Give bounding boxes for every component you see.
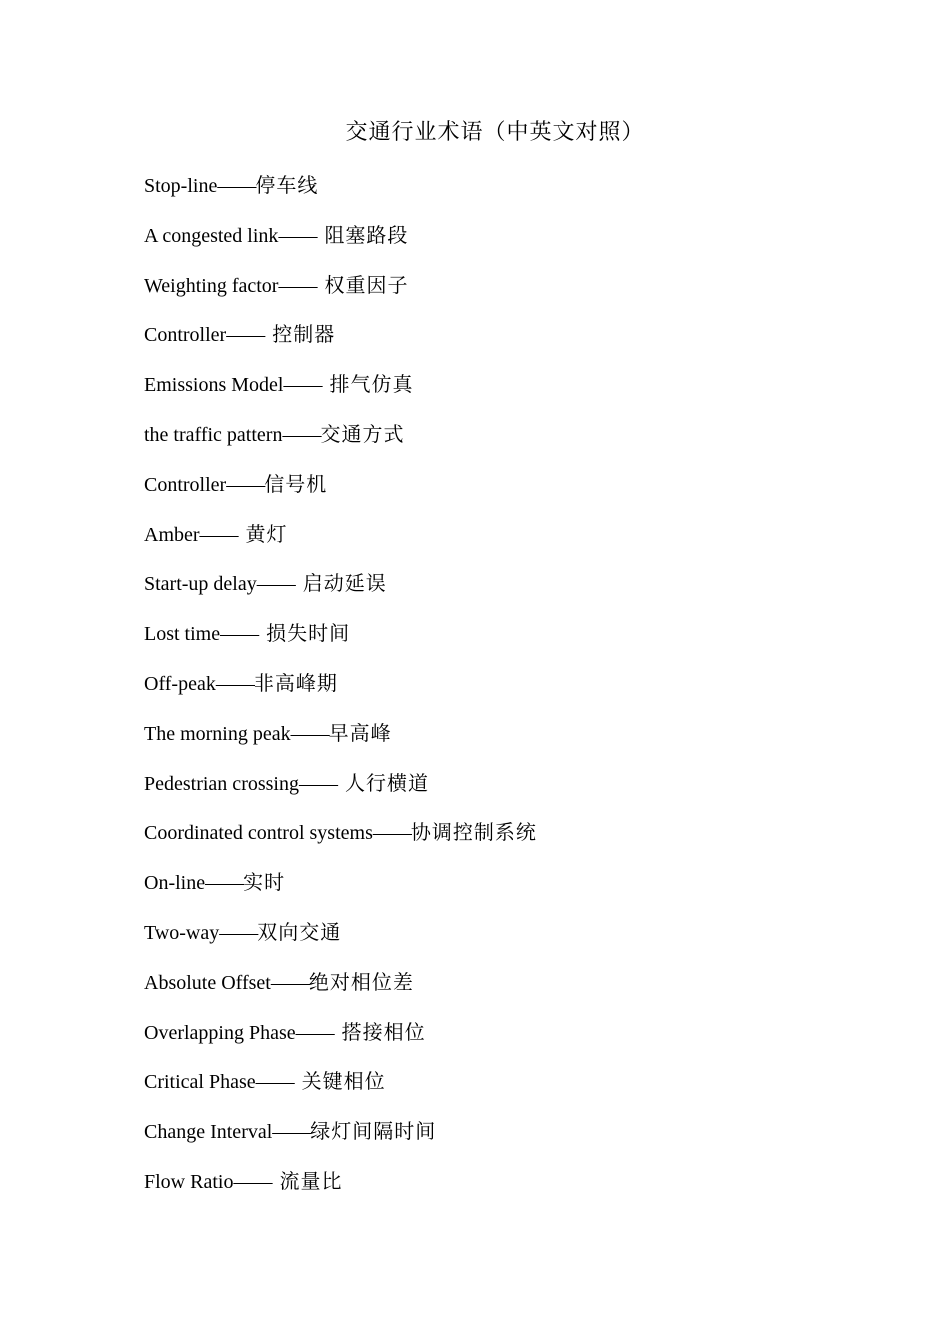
term-separator: —— — [226, 473, 265, 496]
term-english: Two-way — [144, 921, 220, 944]
term-chinese: 实时 — [243, 872, 286, 895]
term-item — [144, 867, 537, 917]
term-item — [144, 1066, 537, 1116]
term-separator: —— — [278, 274, 325, 297]
term-item — [144, 917, 537, 967]
term-english: Emissions Model — [144, 374, 284, 397]
term-english: Coordinated control systems — [144, 822, 373, 845]
term-item — [144, 270, 537, 320]
term-chinese: 绝对相位差 — [308, 971, 414, 994]
term-english: Lost time — [144, 623, 221, 646]
term-separator: —— — [199, 523, 246, 546]
term-item — [144, 817, 537, 867]
term-separator: —— — [270, 971, 309, 994]
term-item — [144, 469, 537, 519]
term-separator: —— — [256, 573, 303, 596]
term-chinese: 流量比 — [279, 1170, 343, 1193]
term-english: Off-peak — [144, 672, 216, 695]
term-separator: —— — [219, 921, 258, 944]
term-english: Start-up delay — [144, 573, 257, 596]
term-separator: —— — [298, 772, 345, 795]
term-separator: —— — [255, 1071, 302, 1094]
term-separator: —— — [282, 423, 321, 446]
term-english: Controller — [144, 324, 227, 347]
term-chinese: 黄灯 — [245, 523, 288, 546]
term-separator: —— — [220, 623, 267, 646]
term-chinese: 双向交通 — [257, 921, 342, 944]
term-separator: —— — [278, 224, 325, 247]
term-item — [144, 1017, 537, 1067]
term-chinese: 非高峰期 — [253, 672, 338, 695]
term-item — [144, 369, 537, 419]
term-english: Pedestrian crossing — [144, 772, 299, 795]
term-separator: —— — [272, 1121, 311, 1144]
term-chinese: 排气仿真 — [329, 374, 414, 397]
term-english: Critical Phase — [144, 1071, 256, 1094]
term-english: Weighting factor — [144, 274, 279, 297]
term-english: On-line — [144, 872, 206, 895]
document-title: 交通行业术语（中英文对照） — [345, 119, 645, 144]
term-separator: —— — [372, 822, 411, 845]
term-separator: —— — [233, 1170, 280, 1193]
term-item — [144, 220, 537, 270]
term-item — [144, 568, 537, 618]
term-separator: —— — [283, 374, 330, 397]
term-english: The morning peak — [144, 722, 291, 745]
term-chinese: 协调控制系统 — [410, 822, 537, 845]
term-english: Amber — [144, 523, 200, 546]
term-english: Stop-line — [144, 175, 218, 197]
term-chinese: 信号机 — [264, 473, 328, 496]
term-separator: —— — [290, 722, 329, 745]
term-chinese: 绿灯间隔时间 — [310, 1121, 437, 1144]
term-chinese: 控制器 — [272, 324, 336, 347]
term-separator: —— — [215, 672, 254, 695]
term-english: Absolute Offset — [144, 971, 271, 994]
term-chinese: 交通方式 — [320, 423, 405, 446]
term-item — [144, 718, 537, 768]
term-chinese: 停车线 — [255, 175, 319, 197]
term-english: the traffic pattern — [144, 423, 283, 446]
term-chinese: 损失时间 — [266, 623, 351, 646]
term-chinese: 权重因子 — [324, 274, 409, 297]
term-item — [144, 319, 537, 369]
term-english: Flow Ratio — [144, 1170, 234, 1193]
term-separator: —— — [217, 175, 256, 197]
term-separator: —— — [226, 324, 273, 347]
term-item — [144, 519, 537, 569]
term-chinese: 启动延误 — [302, 573, 387, 596]
term-item — [144, 419, 537, 469]
term-separator: —— — [295, 1021, 342, 1044]
term-item — [144, 1116, 537, 1166]
term-item — [144, 967, 537, 1017]
term-chinese: 关键相位 — [301, 1071, 386, 1094]
term-item — [144, 618, 537, 668]
term-chinese: 人行横道 — [344, 772, 429, 795]
term-english: Controller — [144, 473, 227, 496]
term-separator: —— — [205, 872, 244, 895]
term-item — [144, 170, 537, 220]
term-english: Change Interval — [144, 1121, 273, 1144]
term-list — [144, 170, 537, 1216]
term-chinese: 阻塞路段 — [324, 224, 409, 247]
term-chinese: 搭接相位 — [341, 1021, 426, 1044]
term-item — [144, 1166, 537, 1216]
term-item — [144, 768, 537, 818]
term-english: A congested link — [144, 224, 279, 247]
term-chinese: 早高峰 — [328, 722, 392, 745]
term-english: Overlapping Phase — [144, 1021, 296, 1044]
term-item — [144, 668, 537, 718]
